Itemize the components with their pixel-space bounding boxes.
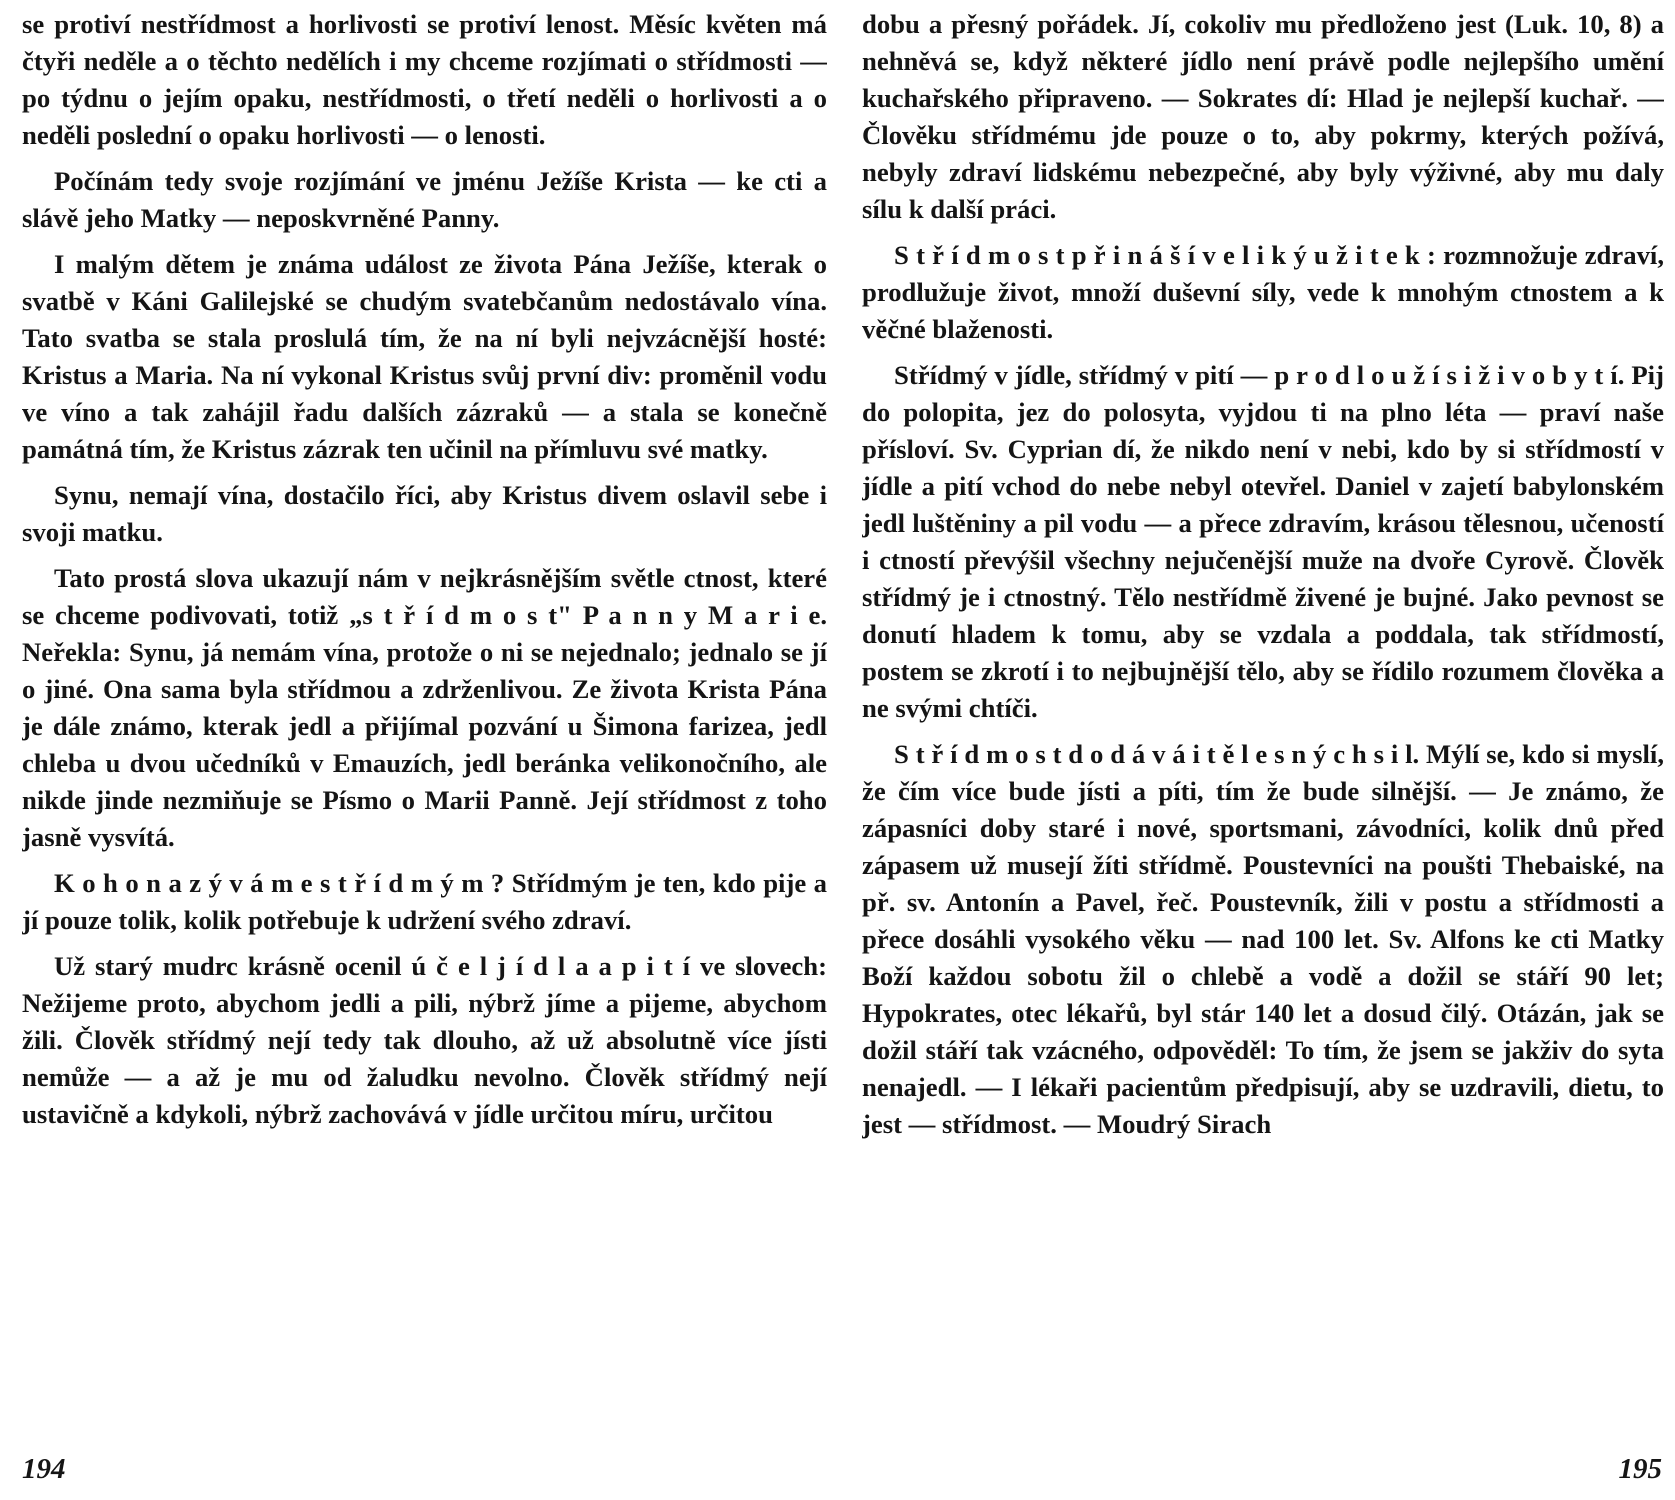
paragraph: dobu a přesný pořádek. Jí, cokoliv mu předloženo jest (Luk. 10, 8) a nehněvá se, když některé jídlo není právě podle nejlepšího umění kuchařského připraveno. — Sokrates dí: Hlad je nejlepší kuchař. — Člověku střídmému jde pouze o to, aby pokrmy, kterých požívá, nebyly zdraví lidskému nebezpečné, aby byly výživné, aby mu daly sílu k další práci. — [862, 9, 1664, 224]
page-number-right: 195 — [1618, 1453, 1662, 1485]
paragraph: K o h o n a z ý v á m e s t ř í d m ý m ? Střídmým je ten, kdo pije a jí pouze tolik, kolik potřebuje k udržení svého zdraví. — [22, 868, 827, 935]
paragraph: Tato prostá slova ukazují nám v nejkrásnějším světle ctnost, které se chceme podivovati, totiž „s t ř í d m o s t" P a n n y M a r i e. Neřekla: Synu, já nemám vína, protože o ni se nejednalo; jednalo se jí o jiné. Ona sama byla střídmou a zdrženlivou. Ze života Krista Pána je dále známo, kterak jedl a přijímal pozvání u Šimona farizea, jedl chleba u dvou učedníků v Emauzích, jedl beránka velikonočního, ale nikde jinde nezmiňuje se Písmo o Marii Panně. Její střídmost z toho jasně vysvítá. — [22, 563, 827, 852]
page-number-left: 194 — [22, 1453, 66, 1485]
paragraph: S t ř í d m o s t d o d á v á i t ě l e s n ý c h s i l. Mýlí se, kdo si myslí, že čím více bude jísti a píti, tím že bude silnější. — Je známo, že zápasníci doby staré i nové, sportsmani, závodníci, kolik dnů před zápasem už musejí žíti střídmě. Poustevníci na poušti Thebaiské, na př. sv. Antonín a Pavel, řeč. Poustevník, žili v postu a střídmosti a přece dosáhli vysokého věku — nad 100 let. Sv. Alfons ke cti Matky Boží každou sobotu žil o chlebě a vodě a dožil se stáří 90 let; Hypokrates, otec lékařů, byl stár 140 let a dosud čilý. Otázán, jak se dožil stáří tak vzácného, odpověděl: To tím, že jsem se jakživ do syta nenajedl. — I lékaři pacientům předpisují, aby se uzdravili, dietu, to jest — střídmost. — Moudrý Sirach — [862, 739, 1664, 1139]
right-page — [862, 6, 1664, 1486]
paragraph: Počínám tedy svoje rozjímání ve jménu Ježíše Krista — ke cti a slávě jeho Matky — neposkvrněné Panny. — [22, 166, 827, 233]
paragraph: I malým dětem je známa událost ze života Pána Ježíše, kterak o svatbě v Káni Galilejské se chudým svatebčanům nedostávalo vína. Tato svatba se stala proslulá tím, že na ní byli nejvzácnější hosté: Kristus a Maria. Na ní vykonal Kristus svůj první div: proměnil vodu ve víno a tak zahájil řadu dalších zázraků — a stala se konečně památná tím, že Kristus zázrak ten učinil na přímluvu své matky. — [22, 249, 827, 464]
right-page-text — [862, 6, 1664, 1386]
paragraph: Střídmý v jídle, střídmý v pití — p r o d l o u ž í s i ž i v o b y t í. Pij do polopita, jez do polosyta, vyjdou ti na plno léta — praví naše přísloví. Sv. Cyprian dí, že nikdo není v nebi, kdo by si střídmostí v jídle a pití vchod do nebe nebyl otevřel. Daniel v zajetí babylonském jedl luštěniny a pil vodu — a přece zdravím, krásou tělesnou, učeností i ctností převýšil všechny nejučenější muže na dvoře Cyrově. Člověk střídmý je i ctnostný. Tělo nestřídmě živené je bujné. Jako pevnost se donutí hladem k tomu, aby se vzdala a poddala, tak střídmostí, postem se zkrotí i to nejbujnější tělo, aby se řídilo rozumem člověka a ne svými chtíči. — [862, 360, 1664, 723]
paragraph: Už starý mudrc krásně ocenil ú č e l j í d l a a p i t í ve slovech: Nežijeme proto, abychom jedli a pili, nýbrž jíme a pijeme, abychom žili. Člověk střídmý nejí tedy tak dlouho, až už absolutně více jísti nemůže — a až je mu od žaludku nevolno. Člověk střídmý nejí ustavičně a kdykoli, nýbrž zachovává v jídle určitou míru, určitou — [22, 951, 827, 1129]
paragraph: se protiví nestřídmost a horlivosti se protiví lenost. Měsíc květen má čtyři neděle a o těchto nedělích i my chceme rozjímati o střídmosti — po týdnu o jejím opaku, nestřídmosti, o třetí neděli o horlivosti a o neděli poslední o opaku horlivosti — o lenosti. — [22, 9, 827, 150]
paragraph: Synu, nemají vína, dostačilo říci, aby Kristus divem oslavil sebe i svoji matku. — [22, 480, 827, 547]
paragraph: S t ř í d m o s t p ř i n á š í v e l i k ý u ž i t e k : rozmnožuje zdraví, prodlužuje život, množí duševní síly, vede k mnohým ctnostem a k věčné blaženosti. — [862, 240, 1664, 344]
left-page — [22, 6, 827, 1486]
left-page-text — [22, 6, 827, 1386]
